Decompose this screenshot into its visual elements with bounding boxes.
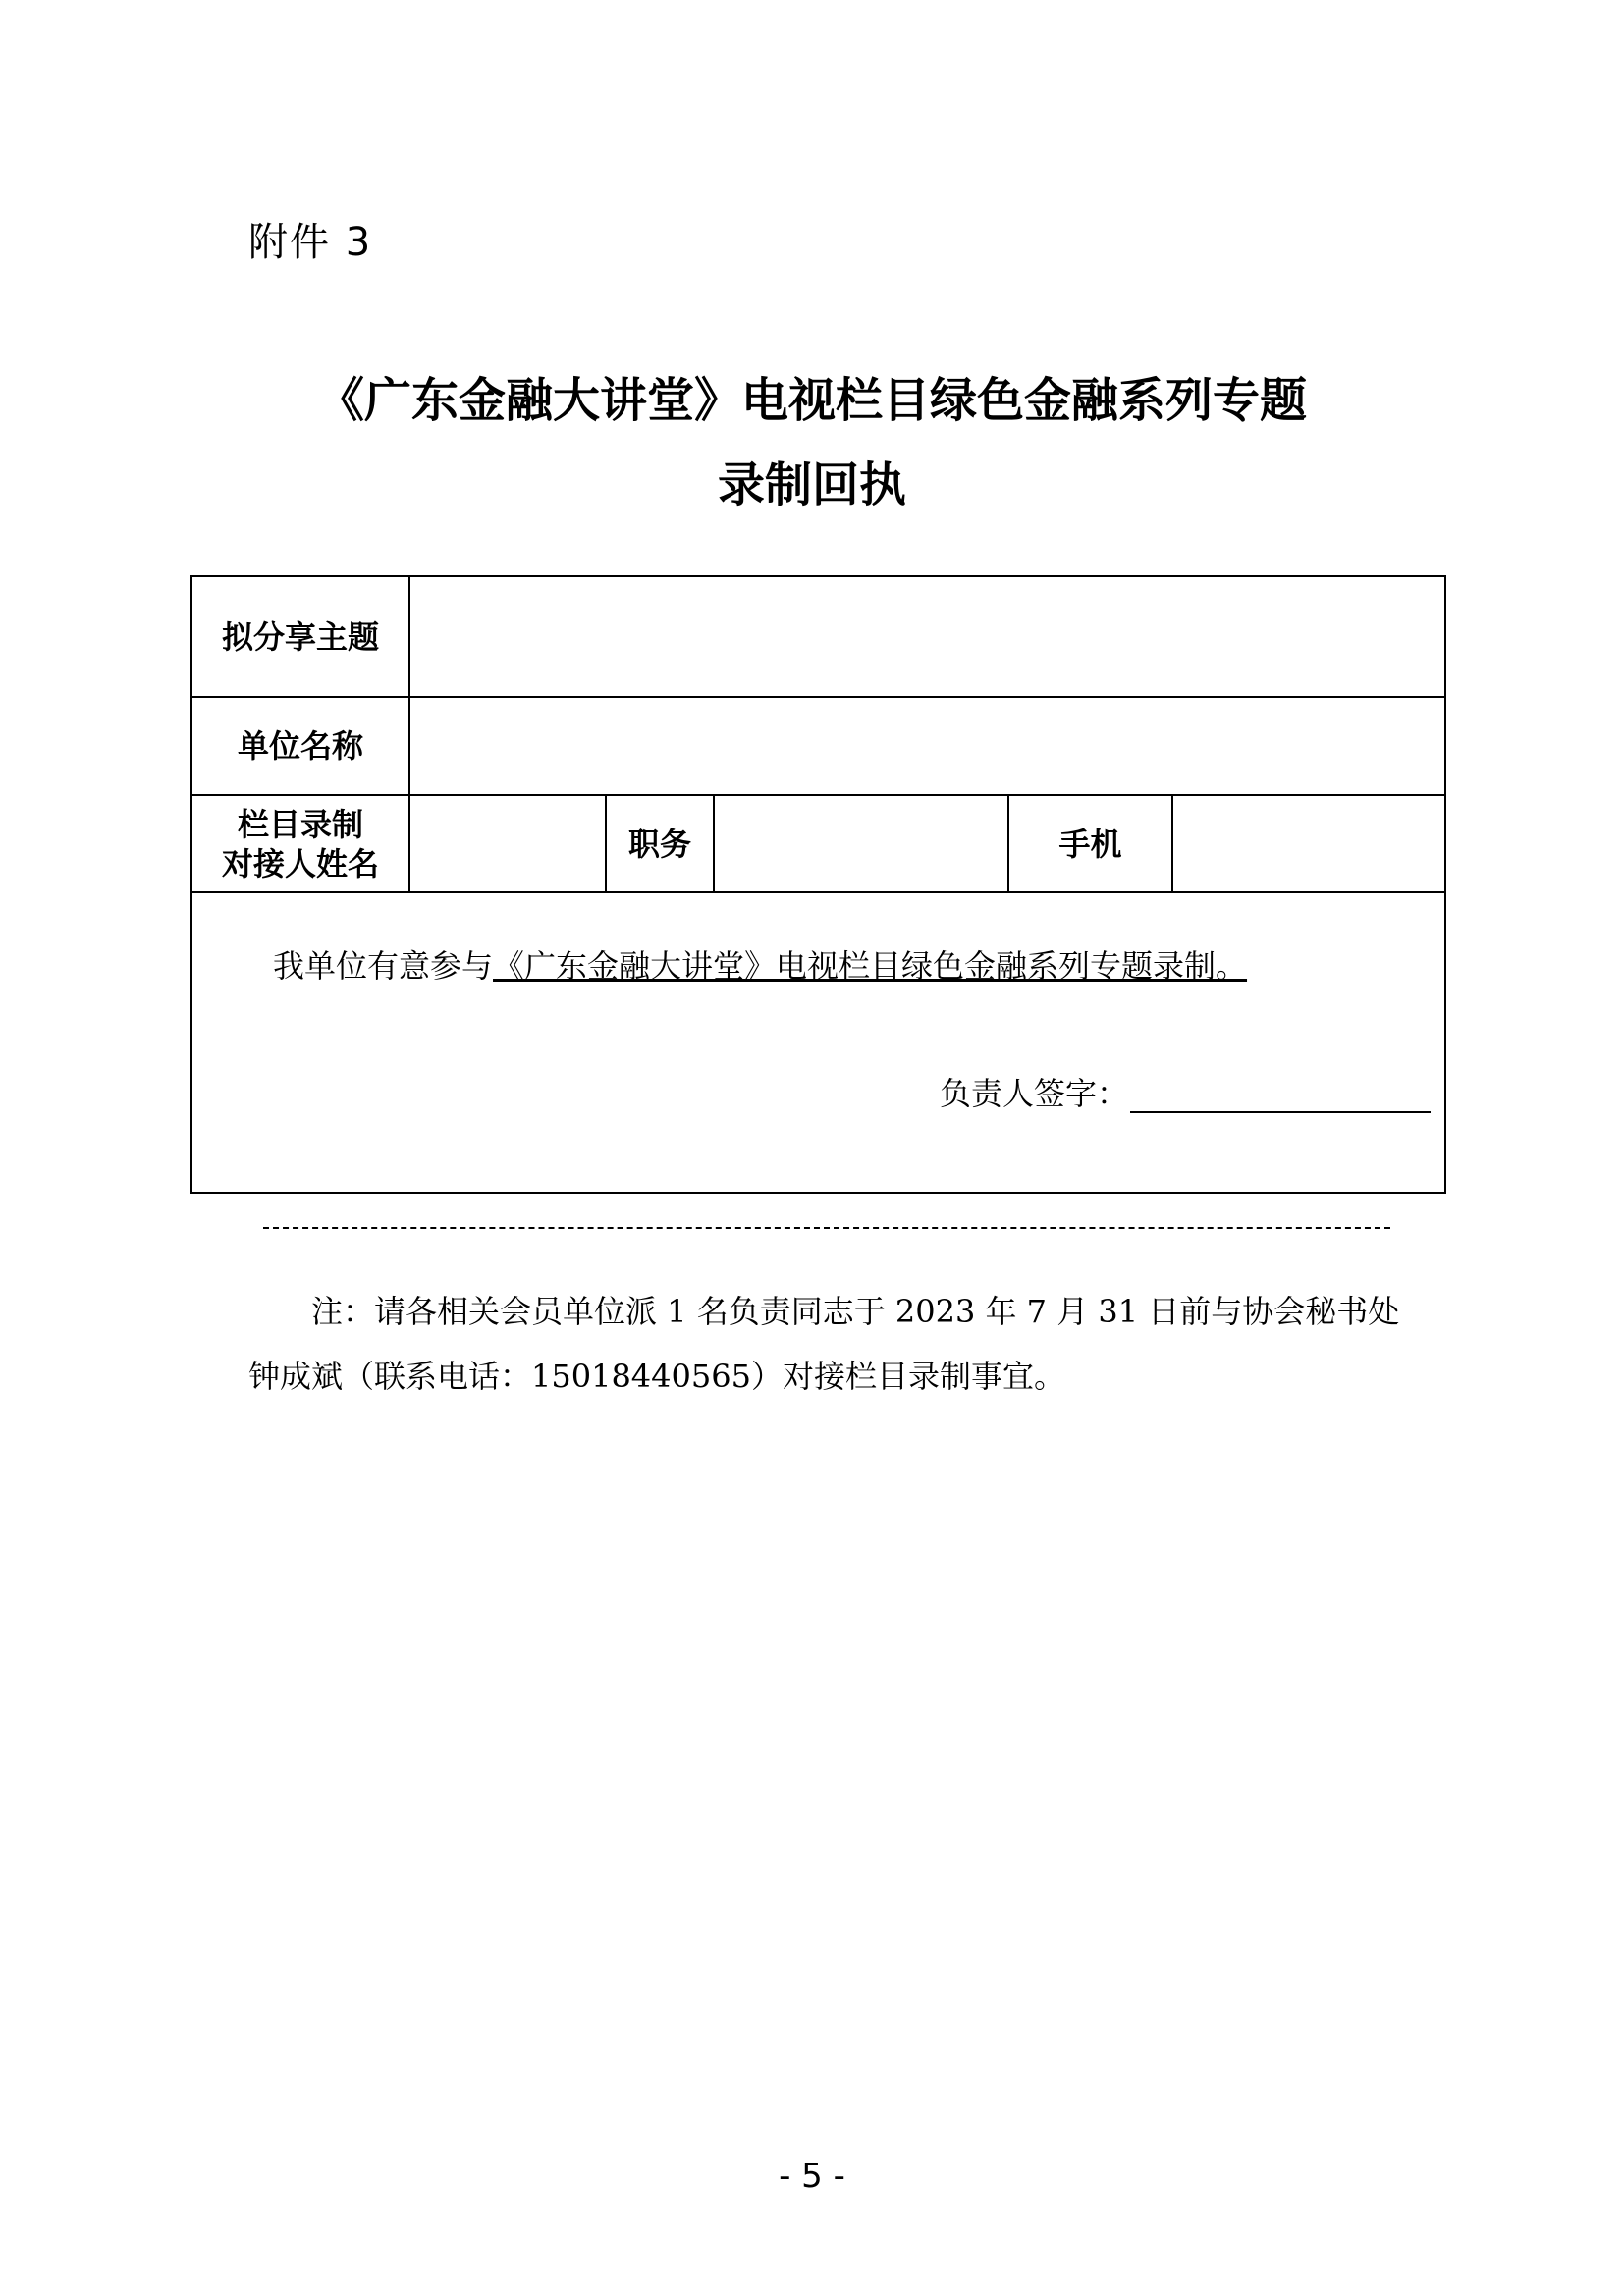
declaration-text	[273, 946, 1247, 986]
contact-name-label	[191, 795, 409, 892]
phone-field[interactable]	[1172, 795, 1445, 892]
position-field[interactable]	[714, 795, 1008, 892]
receipt-form	[190, 575, 1446, 1194]
cut-line-divider	[263, 1227, 1390, 1229]
position-label: 职务	[606, 795, 714, 892]
page-subtitle: 录制回执	[717, 457, 906, 512]
note-line-1: 注：请各相关会员单位派 1 名负责同志于 2023 年 7 月 31 日前与协会秘书处	[311, 1293, 1400, 1330]
topic-label: 拟分享主题	[191, 576, 409, 697]
declaration-cell	[191, 892, 1445, 1193]
org-name-label: 单位名称	[191, 697, 409, 795]
signature-block	[940, 1074, 1431, 1113]
signature-label: 负责人签字：	[940, 1075, 1129, 1112]
signature-line[interactable]	[1130, 1078, 1431, 1113]
page-title: 《广东金融大讲堂》电视栏目绿色金融系列专题	[316, 373, 1307, 428]
org-name-field[interactable]	[409, 697, 1445, 795]
contact-label-line2: 对接人姓名	[221, 844, 379, 882]
attachment-label: 附件 3	[248, 220, 373, 265]
contact-name-field[interactable]	[409, 795, 606, 892]
phone-label: 手机	[1008, 795, 1172, 892]
declaration-prefix: 我单位有意参与	[273, 947, 494, 985]
declaration-program: 《广东金融大讲堂》电视栏目绿色金融系列专题录制。	[493, 947, 1248, 985]
topic-field[interactable]	[409, 576, 1445, 697]
contact-label-line1: 栏目录制	[237, 805, 363, 843]
page-number: - 5 -	[779, 2157, 845, 2196]
note-line-2: 钟成斌（联系电话：15018440565）对接栏目录制事宜。	[248, 1358, 1065, 1395]
